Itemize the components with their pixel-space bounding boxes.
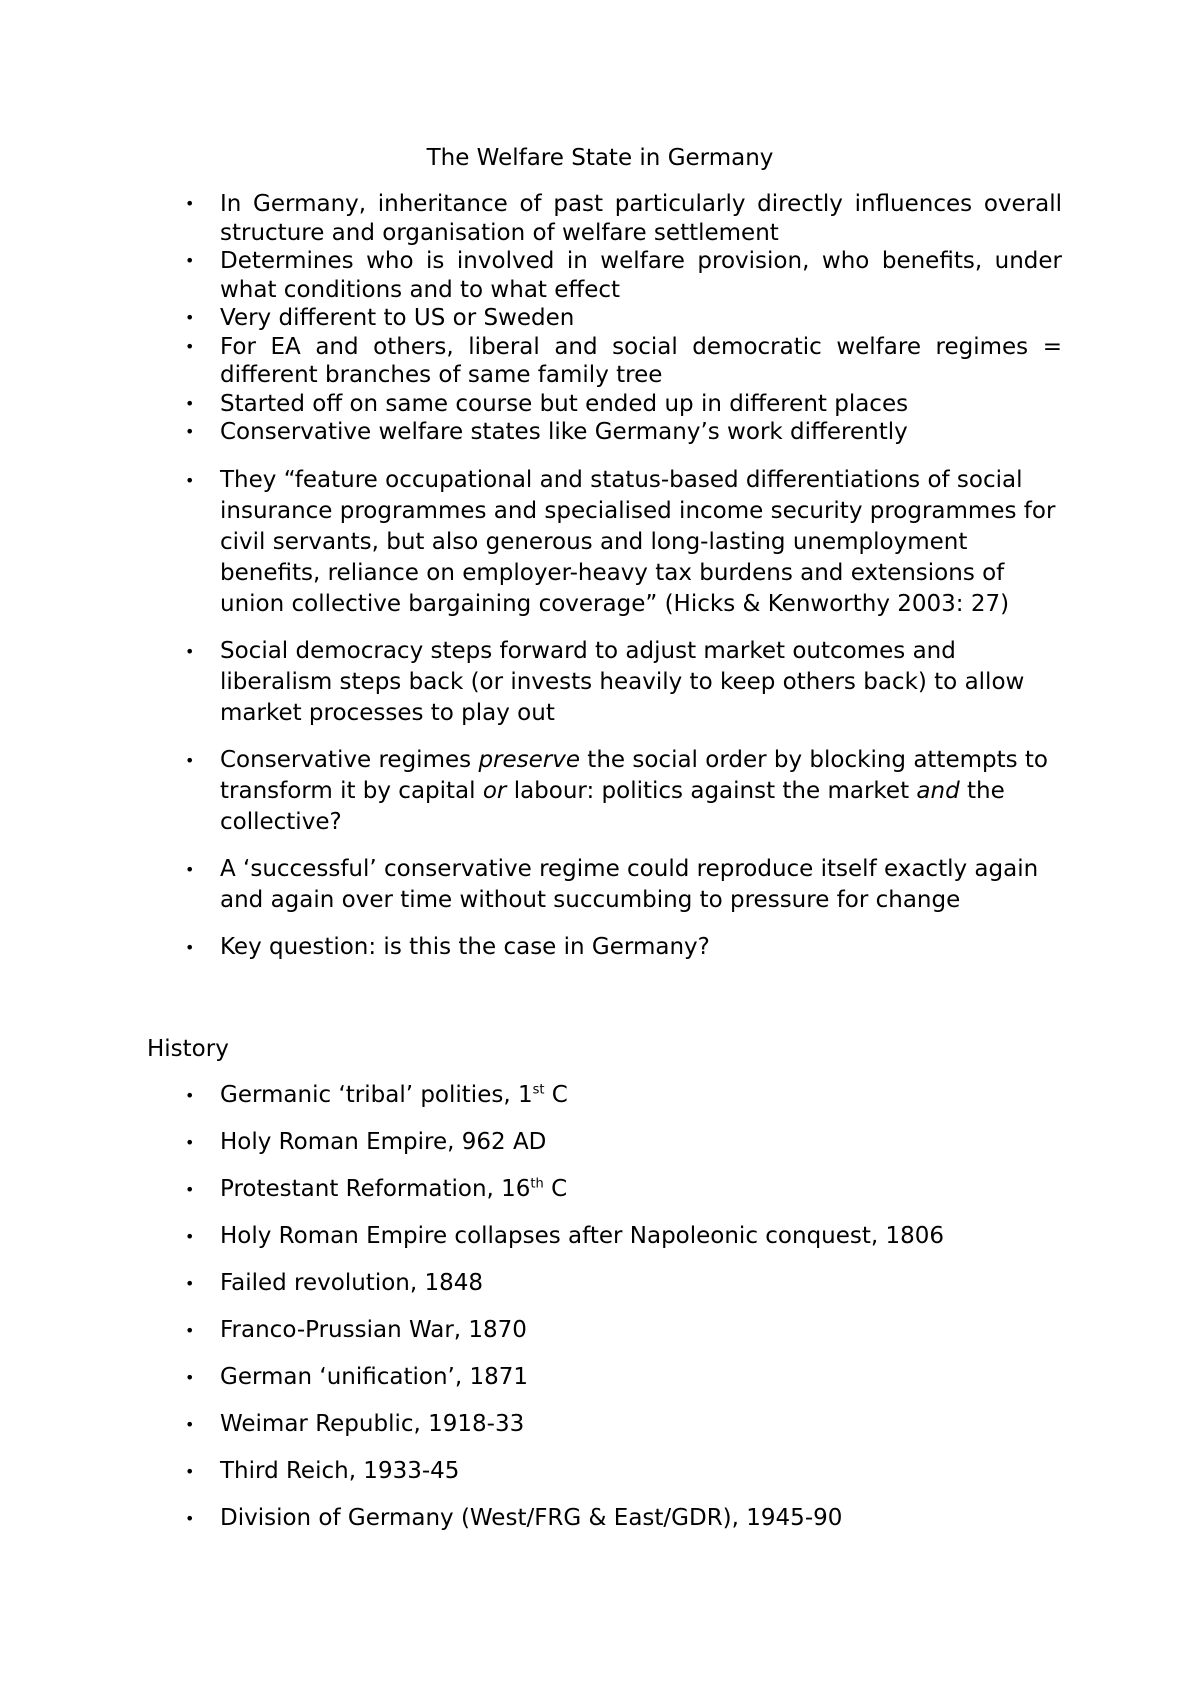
bullet-icon: • bbox=[185, 1509, 195, 1528]
list-item: • Very different to US or Sweden bbox=[185, 305, 575, 331]
list-item: • Key question: is this the case in Germany? bbox=[0, 932, 1062, 963]
list-item: • Conservative regimes preserve the social order by blocking attempts to transform it by capital or labour: politics against the market and the collective? bbox=[185, 747, 1049, 835]
bullet-icon: • bbox=[185, 393, 195, 413]
list-item: • Franco-Prussian War, 1870 bbox=[0, 1315, 1062, 1346]
list-item: • In Germany, inheritance of past particularly directly influences overall structure and organisation of welfare settlement bbox=[185, 191, 1062, 246]
emphasis-text: or bbox=[482, 778, 507, 804]
page-title: The Welfare State in Germany bbox=[426, 145, 774, 171]
bullet-icon: • bbox=[185, 751, 195, 770]
intro-bullet-list bbox=[0, 190, 1200, 447]
list-item: • Weimar Republic, 1918-33 bbox=[0, 1409, 1062, 1440]
emphasis-text: preserve bbox=[478, 747, 580, 773]
list-item: • Holy Roman Empire collapses after Napoleonic conquest, 1806 bbox=[0, 1221, 1062, 1252]
bullet-icon: • bbox=[185, 422, 195, 441]
bullet-icon: • bbox=[185, 1274, 195, 1293]
list-item: • German ‘unification’, 1871 bbox=[0, 1362, 1062, 1393]
bullet-icon: • bbox=[185, 1227, 195, 1246]
list-item: • For EA and others, liberal and social democratic welfare regimes = different branches of same family tree bbox=[185, 333, 1062, 388]
bullet-icon: • bbox=[185, 471, 195, 490]
list-item: • Protestant Reformation, 16th C bbox=[0, 1174, 1062, 1205]
quote-paragraph: They “feature occupational and status-based differentiations of social insurance programmes and specialised income security programmes for civil servants, but also generous and long-lasting unemployment benefits, reliance on employer-heavy tax burdens and extensions of union collective bargaining coverage” (Hicks & Kenworthy 2003: 27) bbox=[220, 467, 1056, 617]
bullet-icon: • bbox=[185, 1415, 195, 1434]
list-item: • Germanic ‘tribal’ polities, 1st C bbox=[0, 1080, 1062, 1111]
history-heading: History bbox=[147, 1036, 229, 1062]
bullet-icon: • bbox=[185, 1133, 195, 1152]
bullet-icon: • bbox=[185, 938, 195, 957]
list-item: • Failed revolution, 1848 bbox=[0, 1268, 1062, 1299]
list-item: • Conservative welfare states like Germany’s work differently bbox=[185, 419, 908, 445]
bullet-icon: • bbox=[185, 1086, 195, 1105]
list-item: • Started off on same course but ended up in different places bbox=[185, 390, 909, 417]
list-item: • A ‘successful’ conservative regime could reproduce itself exactly again and again over time without succumbing to pressure for change bbox=[185, 856, 1039, 913]
bullet-icon: • bbox=[185, 642, 195, 661]
bullet-icon: • bbox=[185, 251, 195, 270]
list-item: • Division of Germany (West/FRG & East/GDR), 1945-90 bbox=[0, 1503, 1062, 1534]
history-bullet-list bbox=[0, 1080, 1200, 1550]
list-item: • Third Reich, 1933-45 bbox=[0, 1456, 1062, 1487]
bullet-icon: • bbox=[185, 336, 195, 356]
list-item bbox=[0, 465, 1062, 620]
bullet-icon: • bbox=[185, 1368, 195, 1387]
list-item: • Determines who is involved in welfare provision, who benefits, under what conditions and to what effect bbox=[185, 248, 1062, 303]
bullet-icon: • bbox=[185, 860, 195, 879]
bullet-icon: • bbox=[185, 194, 195, 213]
bullet-icon: • bbox=[185, 1321, 195, 1340]
bullet-icon: • bbox=[185, 1462, 195, 1481]
emphasis-text: and bbox=[916, 778, 960, 804]
bullet-icon: • bbox=[185, 308, 195, 327]
list-item: • Holy Roman Empire, 962 AD bbox=[0, 1127, 1062, 1158]
bullet-icon: • bbox=[185, 1180, 195, 1199]
list-item: • Social democracy steps forward to adjust market outcomes and liberalism steps back (or invests heavily to keep others back) to allow market processes to play out bbox=[185, 638, 1025, 726]
detail-bullet-list bbox=[0, 465, 1200, 979]
